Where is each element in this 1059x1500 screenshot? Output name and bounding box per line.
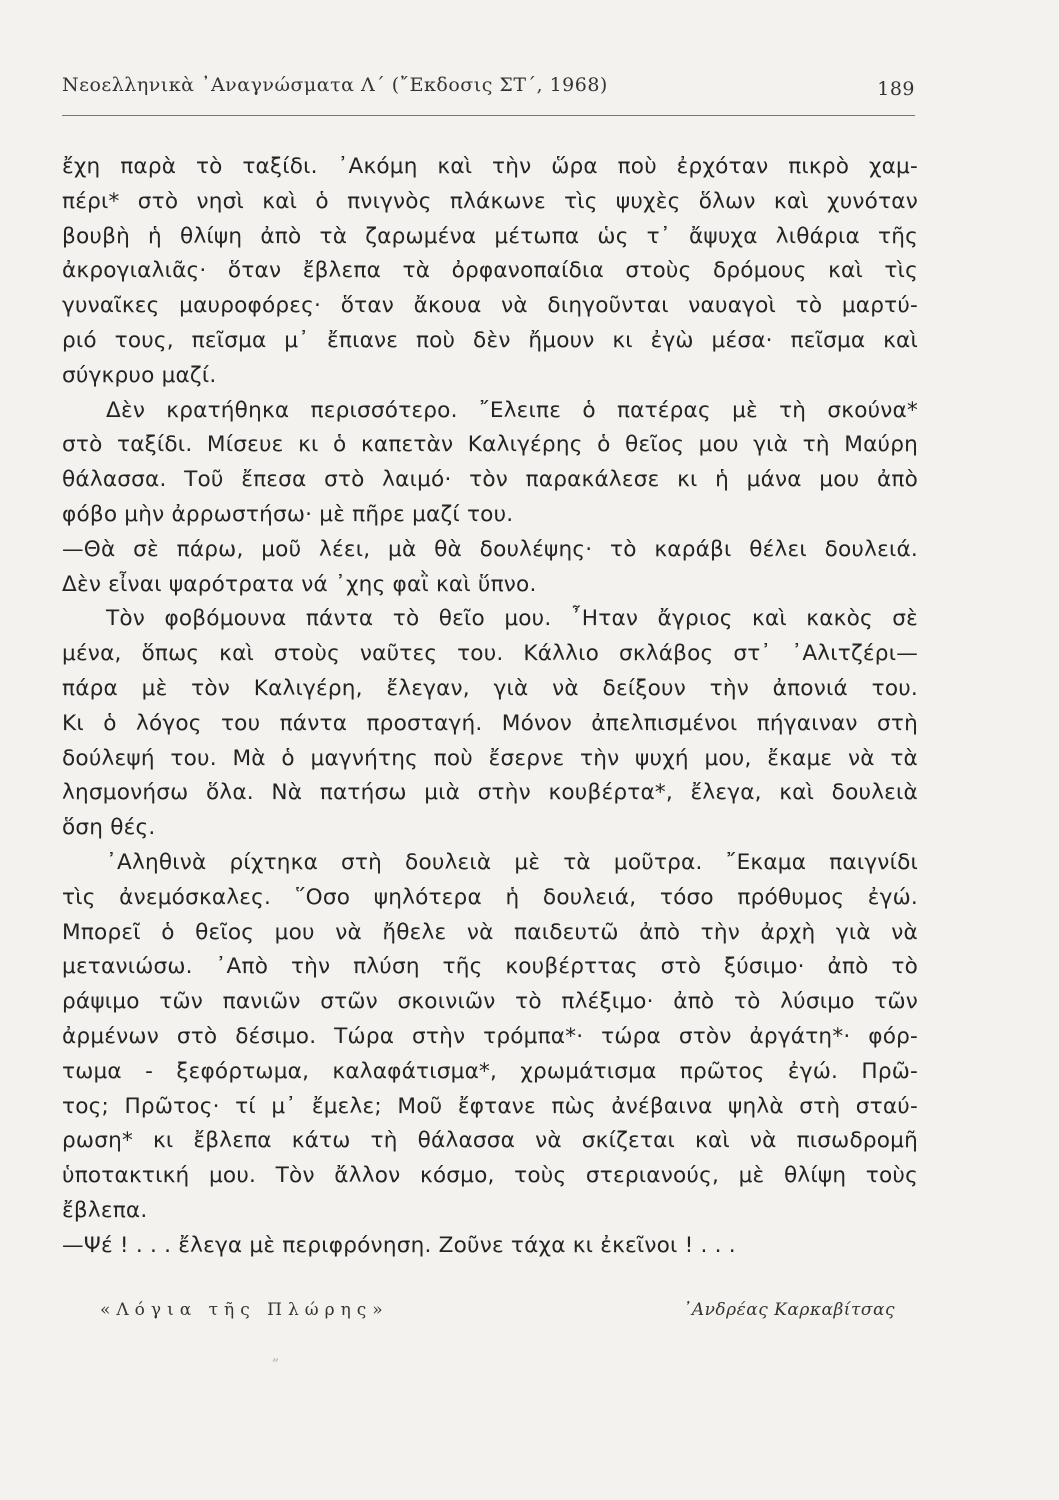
- text-line: Δὲν εἶναι ψαρότρατα νά ᾿χης φαῒ καὶ ὕπνο.: [62, 571, 537, 597]
- paragraph: [62, 394, 918, 533]
- text-line: τος; Πρῶτος· τί μ᾿ ἔμελε; Μοῦ ἔφτανε πὼς ἀνέβαινα ψηλὰ στὴ σταύ-: [62, 1093, 918, 1119]
- text-line: τωμα - ξεφόρτωμα, καλαφάτισμα*, χρωμάτισμα πρῶτος ἐγώ. Πρῶ-: [62, 1058, 918, 1084]
- text-line: ρωση* κι ἔβλεπα κάτω τὴ θάλασσα νὰ σκίζεται καὶ νὰ πισωδρομῆ: [62, 1128, 918, 1154]
- text-line: δούλεψή του. Μὰ ὁ μαγνήτης ποὺ ἔσερνε τὴν ψυχή μου, ἔκαμε νὰ τὰ: [62, 745, 918, 771]
- running-title: Νεοελληνικὰ ᾿Αναγνώσματα Λ΄ (῎Εκδοσις ΣΤ΄, 1968): [62, 74, 608, 96]
- text-line: μετανιώσω. ᾿Απὸ τὴν πλύση τῆς κουβέρττας στὸ ξύσιμο· ἀπὸ τὸ: [62, 954, 918, 980]
- paragraph: [62, 1229, 918, 1264]
- text-line: ὅση θές.: [62, 815, 156, 841]
- paragraph: [62, 846, 918, 1229]
- text-line: θάλασσα. Τοῦ ἔπεσα στὸ λαιμό· τὸν παρακάλεσε κι ἡ μάνα μου ἀπὸ: [62, 467, 918, 493]
- text-line: πάρα μὲ τὸν Καλιγέρη, ἔλεγαν, γιὰ νὰ δείξουν τὴν ἀπονιά του.: [62, 675, 918, 701]
- text-line: ᾿Αληθινὰ ρίχτηκα στὴ δουλειὰ μὲ τὰ μοῦτρα. ῎Εκαμα παιγνίδι: [106, 849, 918, 875]
- text-line: —Θὰ σὲ πάρω, μοῦ λέει, μὰ θὰ δουλέψης· τὸ καράβι θέλει δουλειά.: [62, 536, 918, 562]
- text-line: ἔχη παρὰ τὸ ταξίδι. ᾿Ακόμη καὶ τὴν ὥρα ποὺ ἐρχόταν πικρὸ χαμ-: [62, 154, 918, 179]
- text-line: ὑποτακτική μου. Τὸν ἄλλον κόσμο, τοὺς στεριανούς, μὲ θλίψη τοὺς: [62, 1163, 918, 1189]
- text-line: ἀρμένων στὸ δέσιμο. Τώρα στὴν τρόμπα*· τώρα στὸν ἀργάτη*· φόρ-: [62, 1023, 918, 1049]
- text-line: Δὲν κρατήθηκα περισσότερο. ῎Ελειπε ὁ πατέρας μὲ τὴ σκούνα*: [106, 397, 918, 423]
- text-line: ἀκρογιαλιᾶς· ὅταν ἔβλεπα τὰ ὀρφανοπαίδια στοὺς δρόμους καὶ τὶς: [62, 258, 918, 284]
- print-smudge: „: [272, 1348, 280, 1364]
- paragraph: [62, 150, 918, 394]
- text-line: ράψιμο τῶν πανιῶν στῶν σκοινιῶν τὸ πλέξιμο· ἀπὸ τὸ λύσιμο τῶν: [62, 989, 918, 1015]
- text-line: βουβὴ ἡ θλίψη ἀπὸ τὰ ζαρωμένα μέτωπα ὡς τ᾿ ἄψυχα λιθάρια τῆς: [62, 223, 918, 249]
- work-title: «Λόγια τῆς Πλώρης»: [100, 1300, 389, 1320]
- text-line: Τὸν φοβόμουνα πάντα τὸ θεῖο μου. ῏Ηταν ἄγριος καὶ κακὸς σὲ: [106, 606, 918, 632]
- text-line: πέρι* στὸ νησὶ καὶ ὁ πνιγνὸς πλάκωνε τὶς ψυχὲς ὅλων καὶ χυνόταν: [62, 188, 918, 214]
- text-line: γυναῖκες μαυροφόρες· ὅταν ἄκουα νὰ διηγοῦνται ναυαγοὶ τὸ μαρτύ-: [62, 293, 918, 319]
- paragraph: [62, 602, 918, 846]
- text-line: ριό τους, πεῖσμα μ᾿ ἔπιανε ποὺ δὲν ἤμουν κι ἐγὼ μέσα· πεῖσμα καὶ: [62, 327, 918, 353]
- text-line: μένα, ὅπως καὶ στοὺς ναῦτες του. Κάλλιο σκλάβος στ᾿ ᾿Αλιτζέρι—: [62, 641, 918, 667]
- header-rule: [62, 115, 915, 116]
- author-name: ᾿Ανδρέας Καρκαβίτσας: [682, 1300, 895, 1320]
- text-line: —Ψέ ! . . . ἔλεγα μὲ περιφρόνηση. Ζοῦνε τάχα κι ἐκεῖνοι ! . . .: [62, 1232, 736, 1258]
- text-line: λησμονήσω ὅλα. Νὰ πατήσω μιὰ στὴν κουβέρτα*, ἔλεγα, καὶ δουλειὰ: [62, 780, 918, 806]
- text-line: Κι ὁ λόγος του πάντα προσταγή. Μόνον ἀπελπισμένοι πήγαιναν στὴ: [62, 710, 918, 736]
- page-header: [62, 70, 915, 106]
- text-line: φόβο μὴν ἀρρωστήσω· μὲ πῆρε μαζί του.: [62, 501, 514, 527]
- body-text: [62, 150, 918, 1264]
- page-number: 189: [877, 78, 915, 100]
- source-attribution: [100, 1300, 895, 1330]
- text-line: στὸ ταξίδι. Μίσευε κι ὁ καπετὰν Καλιγέρης ὁ θεῖος μου γιὰ τὴ Μαύρη: [62, 432, 918, 458]
- text-line: τὶς ἀνεμόσκαλες. ῞Οσο ψηλότερα ἡ δουλειά, τόσο πρόθυμος ἐγώ.: [62, 884, 918, 910]
- paragraph: [62, 533, 918, 603]
- text-line: ἔβλεπα.: [62, 1197, 148, 1223]
- text-line: Μπορεῖ ὁ θεῖος μου νὰ ἤθελε νὰ παιδευτῶ ἀπὸ τὴν ἀρχὴ γιὰ νὰ: [62, 919, 918, 945]
- text-line: σύγκρυο μαζί.: [62, 362, 217, 388]
